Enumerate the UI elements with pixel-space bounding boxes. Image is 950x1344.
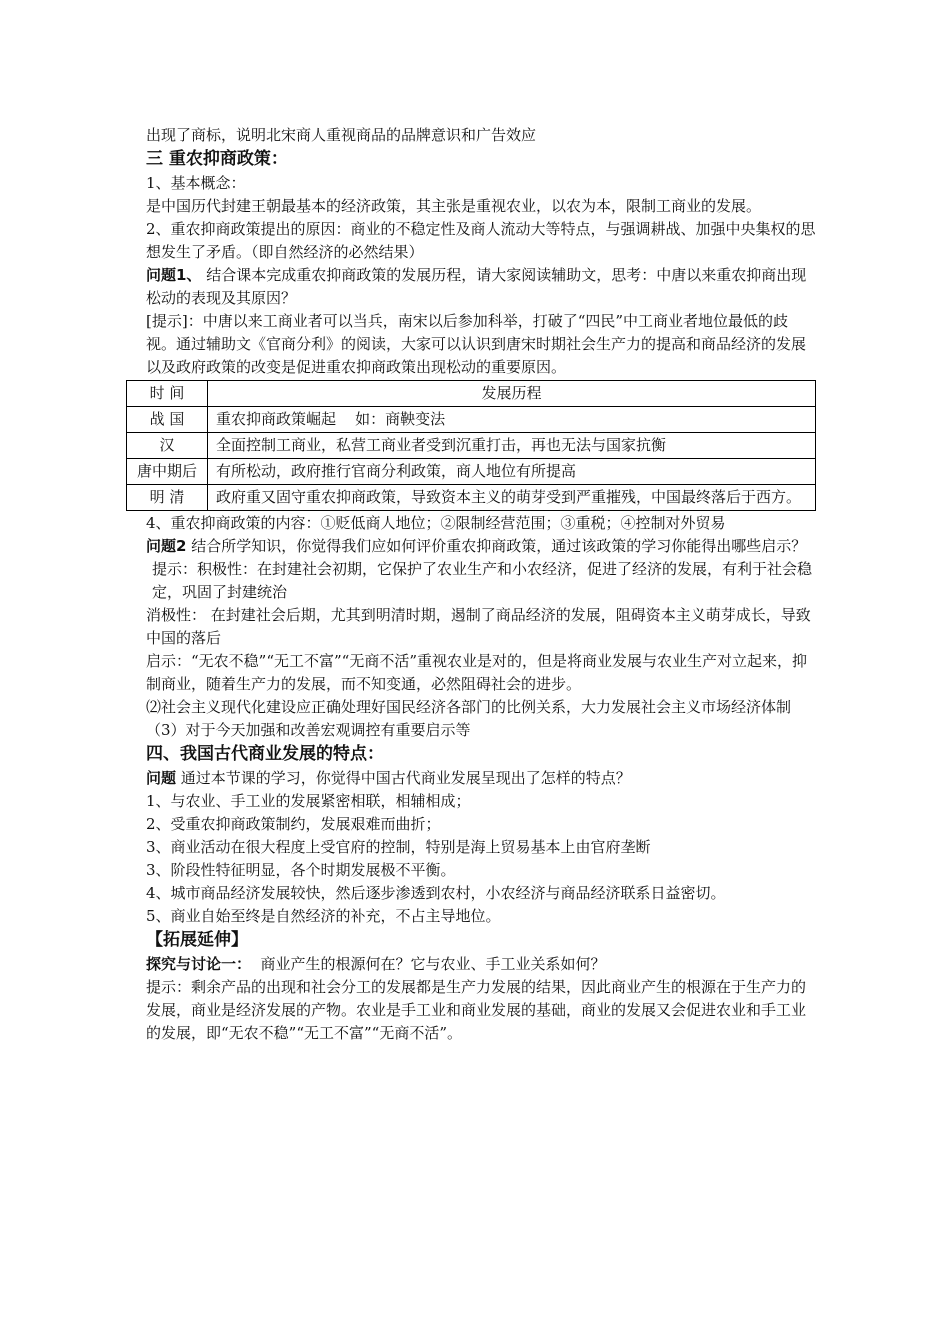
- question-label: 问题1、: [146, 266, 202, 284]
- list-item: 1、与农业、手工业的发展紧密相联，相辅相成；: [146, 792, 471, 810]
- question-paragraph: [146, 767, 818, 790]
- table-cell-time: 战 国: [127, 407, 208, 433]
- paragraph: 是中国历代封建王朝最基本的经济政策，其主张是重视农业，以农为本，限制工商业的发展。: [146, 197, 762, 215]
- question-text: 结合课本完成重农抑商政策的发展历程，请大家阅读辅助文，思考：中唐以来重农抑商出现松动的表现及其原因？: [146, 266, 807, 307]
- question-label: 问题: [146, 769, 177, 787]
- question-paragraph: [146, 264, 818, 310]
- table-row: [127, 485, 816, 511]
- list-item: 3、阶段性特征明显，各个时期发展极不平衡。: [146, 861, 456, 879]
- table-cell-dev: 全面控制工商业，私营工商业者受到沉重打击，再也无法与国家抗衡: [208, 433, 816, 459]
- paragraph: ⑵社会主义现代化建设应正确处理好国民经济各部门的比例关系，大力发展社会主义市场经济体制: [146, 698, 792, 716]
- section-heading: 三 重农抑商政策：: [146, 149, 288, 169]
- discussion-label: 探究与讨论一：: [146, 955, 252, 973]
- list-item: 4、城市商品经济发展较快，然后逐步渗透到农村，小农经济与商品经济联系日益密切。: [146, 884, 726, 902]
- question-text: 结合所学知识，你觉得我们应如何评价重农抑商政策，通过该政策的学习你能得出哪些启示？: [186, 537, 807, 555]
- paragraph: 启示：“无农不稳”“无工不富”“无商不活”重视农业是对的，但是将商业发展与农业生产对立起来，抑制商业，随着生产力的发展，而不知变通，必然阻碍社会的进步。: [146, 652, 808, 693]
- table-cell-dev: 有所松动，政府推行官商分利政策，商人地位有所提高: [208, 459, 816, 485]
- table-header-cell: 发展历程: [208, 381, 816, 407]
- paragraph: 消极性： 在封建社会后期，尤其到明清时期，遏制了商品经济的发展，阻碍资本主义萌芽成长，导致中国的落后: [146, 606, 811, 647]
- discussion-paragraph: [146, 953, 818, 976]
- table-header-row: [127, 381, 816, 407]
- question-text: 通过本节课的学习，你觉得中国古代商业发展呈现出了怎样的特点？: [176, 769, 631, 787]
- paragraph: 4、重农抑商政策的内容：①贬低商人地位；②限制经营范围；③重税；④控制对外贸易: [146, 514, 726, 532]
- table-cell-time: 唐中期后: [127, 459, 208, 485]
- table-header-cell: 时 间: [127, 381, 208, 407]
- hint-paragraph: [提示]：中唐以来工商业者可以当兵，南宋以后参加科举，打破了“四民”中工商业者地位最低的歧视。通过辅助文《官商分利》的阅读，大家可以认识到唐宋时期社会生产力的提高和商品经济的发展以及政府政策的改变是促进重农抑商政策出现松动的重要原因。: [146, 312, 807, 376]
- paragraph: 出现了商标，说明北宋商人重视商品的品牌意识和广告效应: [146, 126, 537, 144]
- paragraph: 1、基本概念：: [146, 174, 246, 192]
- table-cell-dev: 政府重又固守重农抑商政策，导致资本主义的萌芽受到严重摧残，中国最终落后于西方。: [208, 485, 816, 511]
- list-item: 2、受重农抑商政策制约，发展艰难而曲折；: [146, 815, 441, 833]
- question-paragraph: [146, 535, 818, 558]
- paragraph: （3）对于今天加强和改善宏观调控有重要启示等: [146, 721, 471, 739]
- discussion-text: 商业产生的根源何在？它与农业、手工业关系如何？: [251, 955, 606, 973]
- hint-paragraph: 提示：积极性：在封建社会初期，它保护了农业生产和小农经济，促进了经济的发展，有利于社会稳定，巩固了封建统治: [152, 560, 813, 601]
- table-row: [127, 433, 816, 459]
- table-cell-time: 明 清: [127, 485, 208, 511]
- paragraph: 2、重农抑商政策提出的原因：商业的不稳定性及商人流动大等特点，与强调耕战、加强中央集权的思想发生了矛盾。（即自然经济的必然结果）: [146, 220, 816, 261]
- table-cell-dev: 重农抑商政策崛起 如：商鞅变法: [208, 407, 816, 433]
- table-row: [127, 407, 816, 433]
- table-cell-time: 汉: [127, 433, 208, 459]
- table-row: [127, 459, 816, 485]
- hint-paragraph: 提示：剩余产品的出现和社会分工的发展都是生产力发展的结果，因此商业产生的根源在于生产力的发展，商业是经济发展的产物。农业是手工业和商业发展的基础，商业的发展又会促进农业和手工业的发展，即“无农不稳”“无工不富”“无商不活”。: [146, 978, 807, 1042]
- document-page: [136, 124, 818, 1045]
- list-item: 3、商业活动在很大程度上受官府的控制，特别是海上贸易基本上由官府垄断: [146, 838, 651, 856]
- list-item: 5、商业自始至终是自然经济的补充，不占主导地位。: [146, 907, 501, 925]
- section-heading: 【拓展延伸】: [146, 930, 248, 950]
- section-heading: 四、我国古代商业发展的特点：: [146, 744, 384, 764]
- development-table: [126, 380, 816, 511]
- question-label: 问题2: [146, 537, 187, 555]
